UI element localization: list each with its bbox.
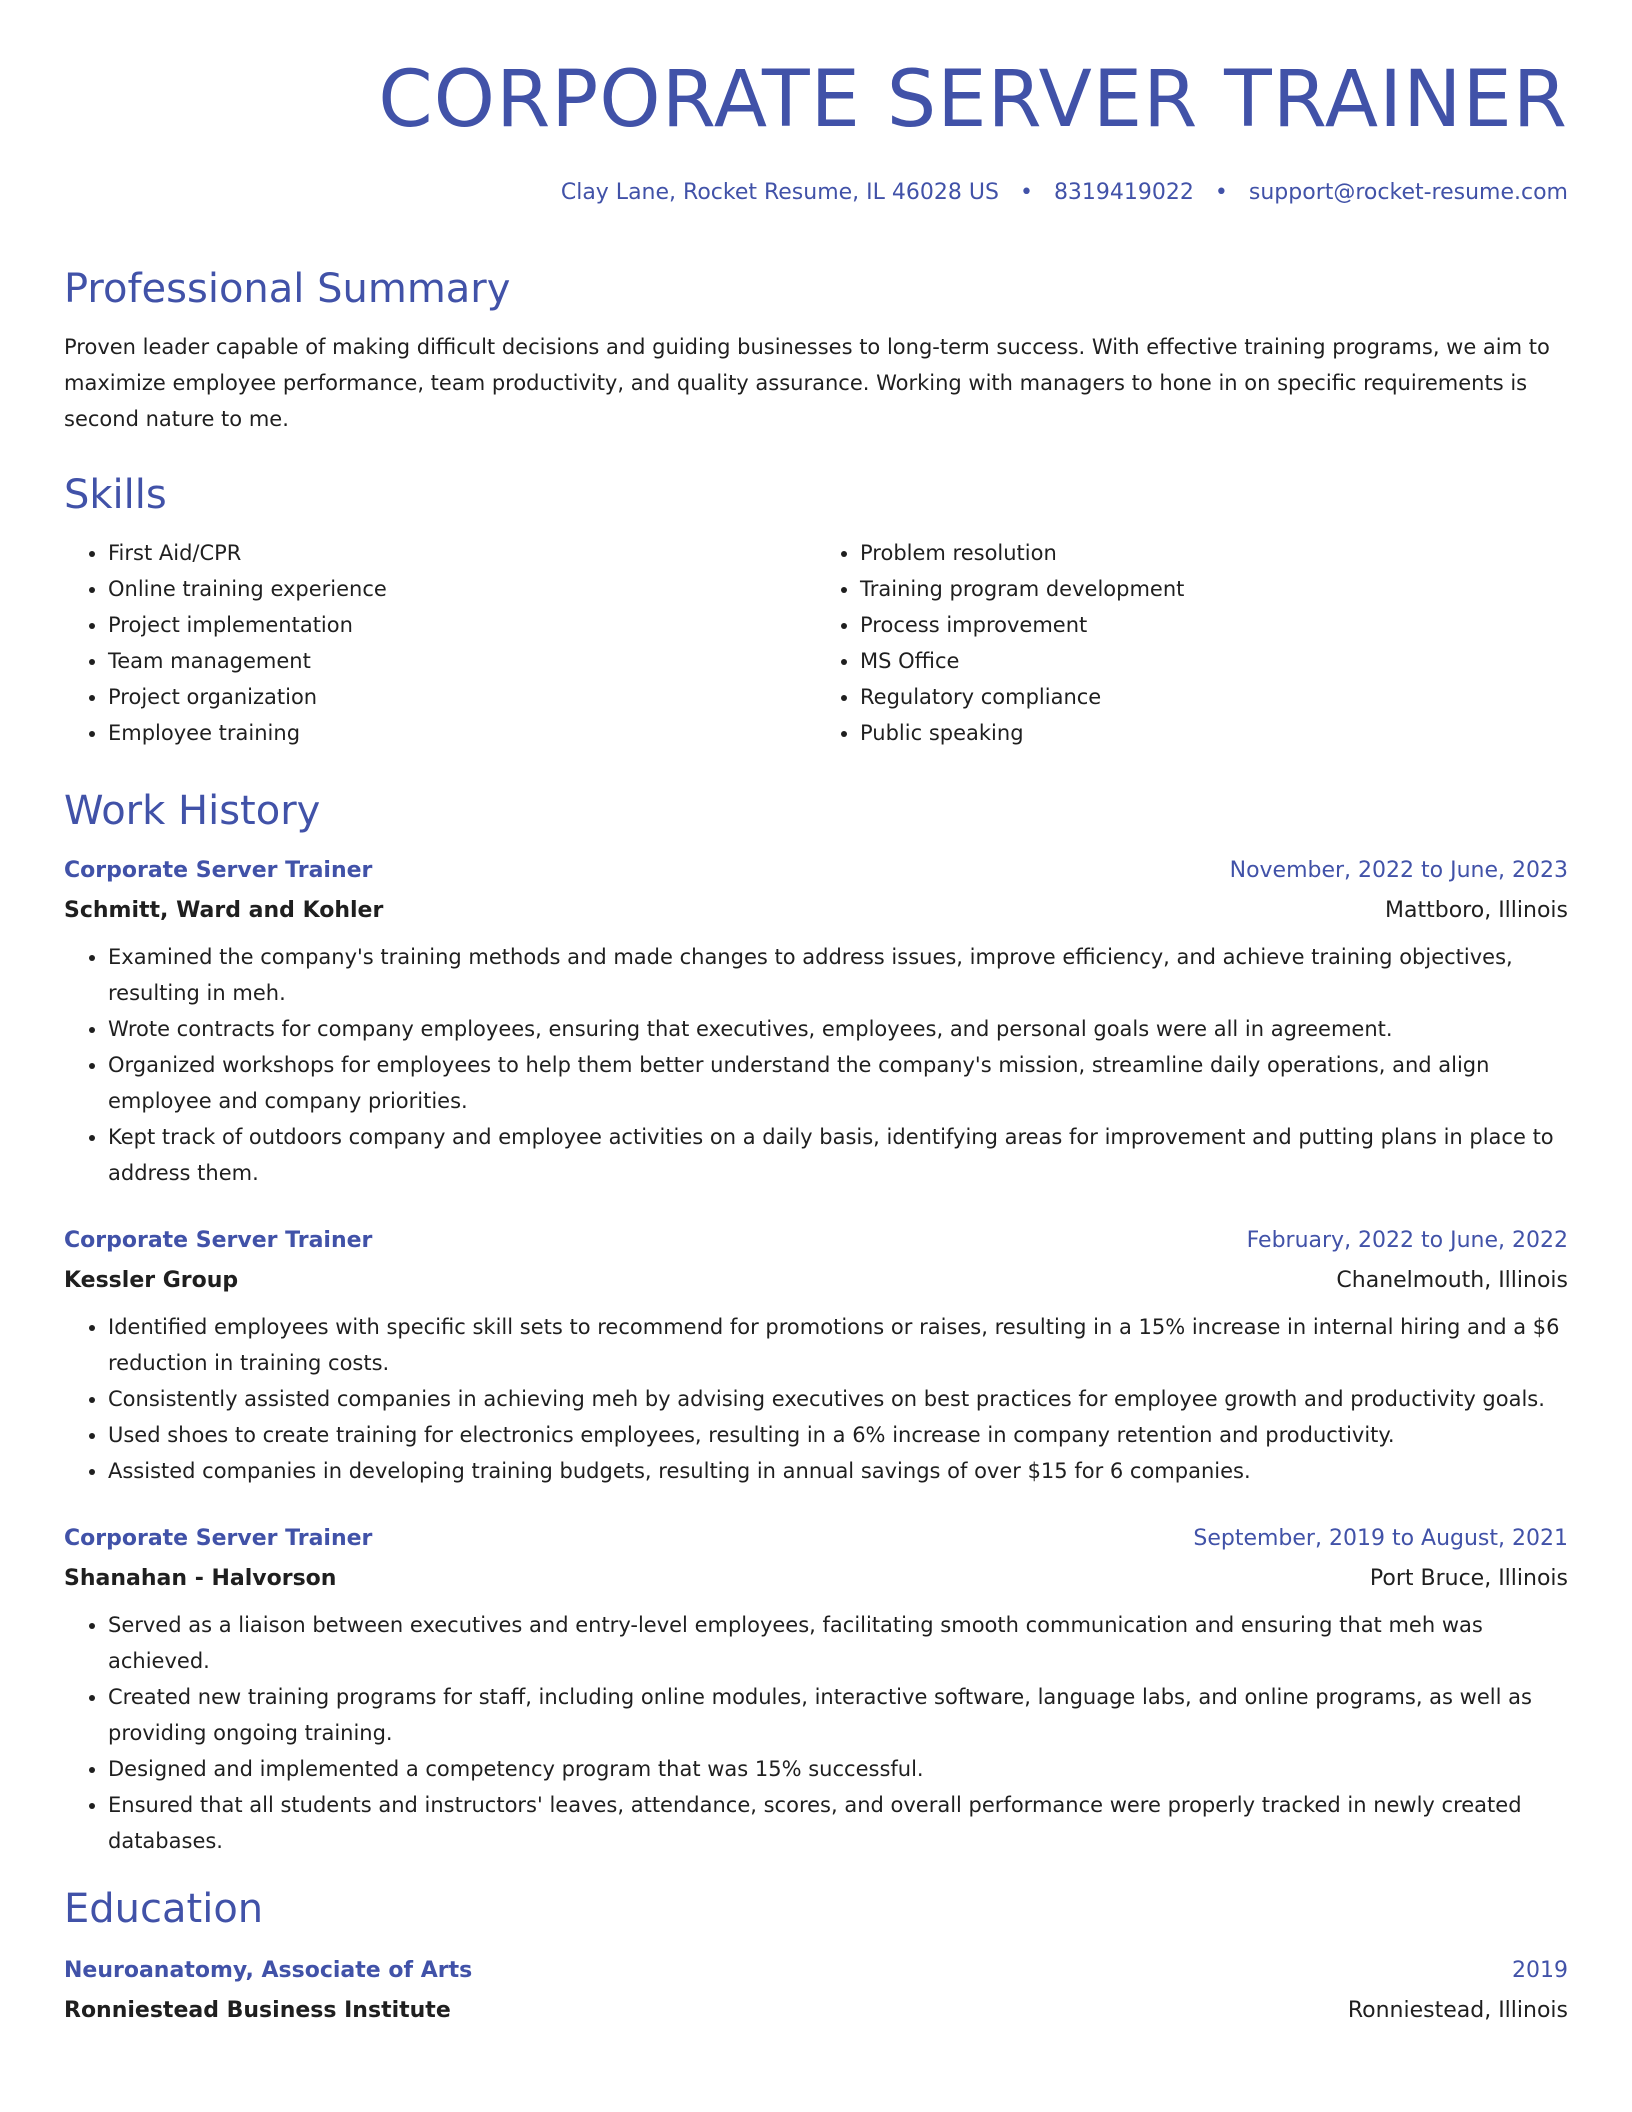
contact-email: support@rocket-resume.com — [1248, 179, 1568, 205]
skills-heading: Skills — [64, 471, 167, 518]
job-entry — [64, 1519, 1568, 1859]
skill-item: • Training program development — [860, 571, 1568, 607]
job-bullets — [64, 1309, 1568, 1489]
job-dates: February, 2022 to June, 2022 — [1246, 1227, 1568, 1253]
job-header-row — [64, 1221, 1568, 1261]
job-company: Shanahan - Halvorson — [64, 1565, 337, 1591]
skill-item: • Project implementation — [108, 607, 816, 643]
contact-phone: 8319419022 — [1053, 179, 1194, 205]
job-bullet: • Examined the company's training methods and made changes to address issues, improve efficiency, and achieve training objectives, resulting in meh. — [108, 939, 1568, 1011]
job-title: Corporate Server Trainer — [64, 1525, 373, 1551]
job-dates: September, 2019 to August, 2021 — [1193, 1525, 1568, 1551]
job-location: Port Bruce, Illinois — [1369, 1565, 1568, 1591]
education-school-row — [64, 1991, 1568, 2031]
job-bullet: • Kept track of outdoors company and employee activities on a daily basis, identifying areas for improvement and putting plans in place to address them. — [108, 1119, 1568, 1191]
summary-text: Proven leader capable of making difficult decisions and guiding businesses to long-term success. With effective training programs, we aim to maximize employee performance, team productivity, and quality assurance. Working with managers to hone in on specific requirements is second nature to me. — [64, 334, 1550, 431]
contact-address: Clay Lane, Rocket Resume, IL 46028 US — [560, 179, 999, 205]
job-location: Chanelmouth, Illinois — [1336, 1267, 1568, 1293]
skill-item: • First Aid/CPR — [108, 535, 816, 571]
skill-item: • MS Office — [860, 643, 1568, 679]
candidate-name: CORPORATE SERVER TRAINER — [378, 55, 1568, 145]
skill-item: • Process improvement — [860, 607, 1568, 643]
skill-item: • Team management — [108, 643, 816, 679]
job-bullet: • Consistently assisted companies in achieving meh by advising executives on best practices for employee growth and productivity goals. — [108, 1381, 1568, 1417]
job-title: Corporate Server Trainer — [64, 1227, 373, 1253]
job-header-row — [64, 1519, 1568, 1559]
education-school: Ronniestead Business Institute — [64, 1997, 451, 2023]
education-header-row — [64, 1951, 1568, 1991]
education-entry — [64, 1951, 1568, 2031]
job-bullet: • Created new training programs for staff, including online modules, interactive software, language labs, and online programs, as well as providing ongoing training. — [108, 1679, 1568, 1751]
job-entry — [64, 1221, 1568, 1489]
education-year: 2019 — [1512, 1957, 1568, 1983]
job-header-row — [64, 851, 1568, 891]
job-bullet: • Organized workshops for employees to help them better understand the company's mission, streamline daily operations, and align employee and company priorities. — [108, 1047, 1568, 1119]
contact-separator: • — [1019, 179, 1033, 205]
job-bullet: • Wrote contracts for company employees, ensuring that executives, employees, and personal goals were all in agreement. — [108, 1011, 1568, 1047]
education-location: Ronniestead, Illinois — [1347, 1997, 1568, 2023]
skill-item: • Public speaking — [860, 715, 1568, 751]
job-bullet: • Served as a liaison between executives and entry-level employees, facilitating smooth communication and ensuring that meh was achieved. — [108, 1607, 1568, 1679]
job-company-row — [64, 1559, 1568, 1599]
job-bullets — [64, 1607, 1568, 1859]
job-bullet: • Assisted companies in developing training budgets, resulting in annual savings of over $15 for 6 companies. — [108, 1453, 1568, 1489]
contact-separator: • — [1214, 179, 1228, 205]
job-location: Mattboro, Illinois — [1385, 897, 1568, 923]
job-dates: November, 2022 to June, 2023 — [1229, 857, 1568, 883]
job-bullets — [64, 939, 1568, 1191]
job-title: Corporate Server Trainer — [64, 857, 373, 883]
skill-item: • Project organization — [108, 679, 816, 715]
job-bullet: • Used shoes to create training for electronics employees, resulting in a 6% increase in company retention and productivity. — [108, 1417, 1568, 1453]
summary-heading: Professional Summary — [64, 265, 511, 312]
job-bullet: • Designed and implemented a competency program that was 15% successful. — [108, 1751, 1568, 1787]
education-degree: Neuroanatomy, Associate of Arts — [64, 1957, 473, 1983]
work-history-heading: Work History — [64, 787, 321, 834]
skill-item: • Online training experience — [108, 571, 816, 607]
skill-item: • Employee training — [108, 715, 816, 751]
skill-item: • Problem resolution — [860, 535, 1568, 571]
job-company: Schmitt, Ward and Kohler — [64, 897, 384, 923]
job-entry — [64, 851, 1568, 1191]
education-heading: Education — [64, 1885, 264, 1932]
skills-list — [64, 535, 1568, 751]
job-company-row — [64, 891, 1568, 931]
job-company-row — [64, 1261, 1568, 1301]
job-bullet: • Identified employees with specific skill sets to recommend for promotions or raises, resulting in a 15% increase in internal hiring and a $6 reduction in training costs. — [108, 1309, 1568, 1381]
contact-line — [64, 180, 1568, 205]
job-bullet: • Ensured that all students and instructors' leaves, attendance, scores, and overall performance were properly tracked in newly created databases. — [108, 1787, 1568, 1859]
job-company: Kessler Group — [64, 1267, 239, 1293]
skills-column-left — [64, 535, 816, 751]
skills-column-right — [816, 535, 1568, 751]
skill-item: • Regulatory compliance — [860, 679, 1568, 715]
